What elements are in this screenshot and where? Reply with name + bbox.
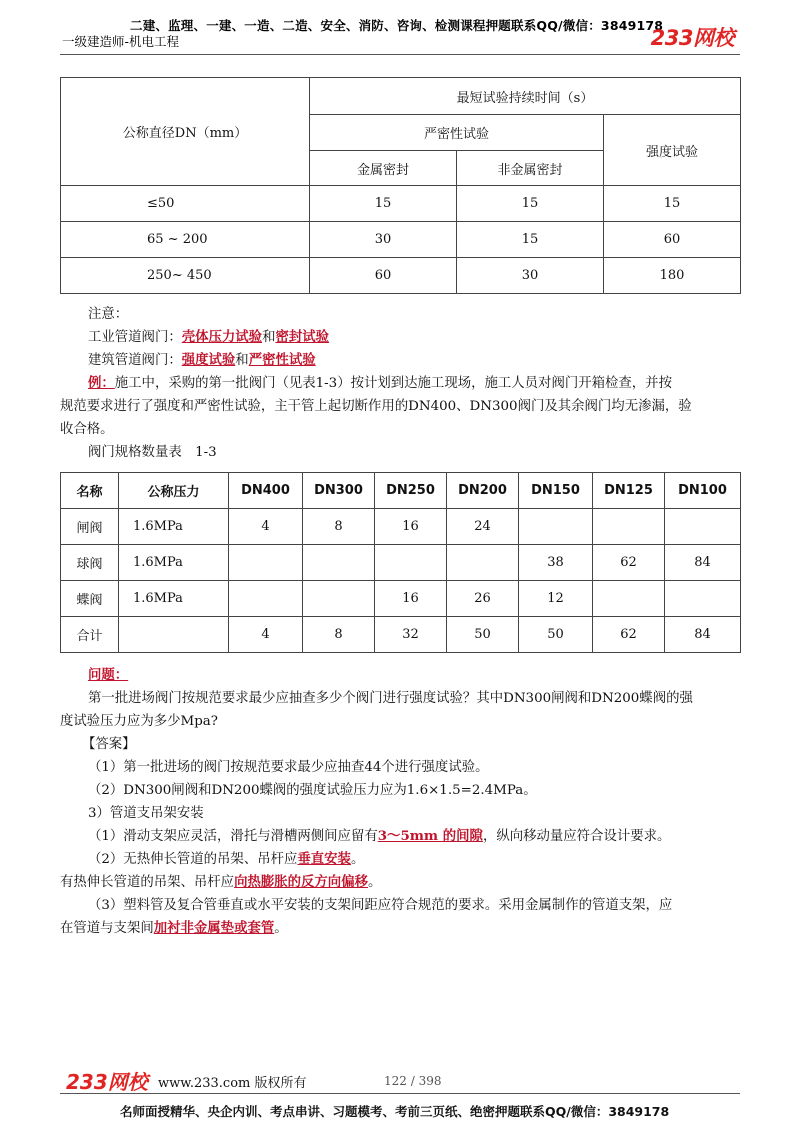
item-3-line-1: （3）塑料管及复合管垂直或水平安装的支架间距应符合规范的要求。采用金属制作的管道支架，应	[88, 898, 673, 913]
example-text: 施工中，采购的第一批阀门（见表1-3）按计划到达施工现场，施工人员对阀门开箱检查，并按	[114, 376, 672, 391]
valve-spec-table	[60, 472, 741, 653]
strength-header: 强度试验	[604, 115, 741, 186]
table-cell: 26	[447, 581, 519, 617]
footer-logo: 233网校	[66, 1070, 148, 1094]
answer-2: （2）DN300闸阀和DN200蝶阀的强度试验压力应为1.6×1.5=2.4MPa。	[88, 783, 537, 798]
table-row	[61, 617, 741, 653]
example-line-1	[60, 372, 744, 395]
table-cell: 4	[229, 509, 303, 545]
answer-label: 【答案】	[82, 737, 136, 752]
table-cell	[229, 581, 303, 617]
note-prefix: 工业管道阀门：	[88, 330, 182, 345]
duration-header: 最短试验持续时间（s）	[310, 78, 741, 115]
table-cell	[519, 509, 593, 545]
table-cell: 250~ 450	[61, 258, 310, 294]
item-text: 在管道与支架间	[60, 921, 154, 936]
answer-1: （1）第一批进场的阀门按规范要求最少应抽查44个进行强度试验。	[88, 760, 489, 775]
table-cell	[447, 545, 519, 581]
table-cell: 球阀	[61, 545, 119, 581]
industrial-note	[60, 326, 744, 349]
table-cell: 12	[519, 581, 593, 617]
example-label: 例：	[88, 375, 115, 391]
question-label-line	[60, 664, 744, 687]
table-cell: 60	[604, 222, 741, 258]
table-cell: 1.6MPa	[119, 581, 229, 617]
column-header: DN250	[375, 473, 447, 509]
note-label: 注意：	[88, 307, 129, 322]
conjunction: 和	[235, 353, 249, 368]
table-cell: 15	[604, 186, 741, 222]
table-cell	[593, 509, 665, 545]
table-cell: 60	[310, 258, 457, 294]
item-text: 。	[367, 875, 382, 890]
table-cell: ≤50	[61, 186, 310, 222]
item-2	[60, 848, 744, 871]
building-note	[60, 349, 744, 372]
table-cell: 180	[604, 258, 741, 294]
table-cell: 15	[457, 186, 604, 222]
section-heading: 3）管道支吊架安装	[88, 806, 204, 821]
table-cell: 62	[593, 617, 665, 653]
item-text: 有热伸长管道的吊架、吊杆应	[60, 875, 235, 890]
table-cell: 84	[665, 617, 741, 653]
column-header: 公称压力	[119, 473, 229, 509]
note-prefix: 建筑管道阀门：	[88, 353, 182, 368]
column-header: DN200	[447, 473, 519, 509]
highlight-tightness-test: 严密性试验	[248, 352, 316, 368]
table-cell: 62	[593, 545, 665, 581]
table-row	[61, 581, 741, 617]
nonmetal-seal-header: 非金属密封	[457, 151, 604, 186]
column-header: DN400	[229, 473, 303, 509]
table-cell	[119, 617, 229, 653]
dn-header: 公称直径DN（mm）	[61, 78, 310, 186]
question-line-2: 度试验压力应为多少Mpa?	[60, 714, 218, 729]
qa-block	[60, 664, 744, 940]
table-cell	[229, 545, 303, 581]
item-1	[60, 825, 744, 848]
table-caption: 阀门规格数量表 1-3	[88, 445, 217, 460]
table-cell: 蝶阀	[61, 581, 119, 617]
item-text: 。	[274, 921, 288, 936]
item-3-line-2	[60, 917, 744, 940]
table-cell: 合计	[61, 617, 119, 653]
column-header: DN150	[519, 473, 593, 509]
table-cell	[665, 581, 741, 617]
item-2b	[60, 871, 744, 894]
column-header: DN300	[303, 473, 375, 509]
table-cell: 30	[310, 222, 457, 258]
column-header: DN125	[593, 473, 665, 509]
table-cell: 24	[447, 509, 519, 545]
table-row	[61, 545, 741, 581]
table-cell: 8	[303, 509, 375, 545]
table-cell: 1.6MPa	[119, 509, 229, 545]
table-row	[61, 258, 741, 294]
highlight-offset: 向热膨胀的反方向偏移	[234, 874, 368, 890]
table-cell: 16	[375, 581, 447, 617]
table-cell: 50	[447, 617, 519, 653]
question-line-1: 第一批进场阀门按规范要求最少应抽查多少个阀门进行强度试验？其中DN300闸阀和DN200蝶阀的强	[88, 691, 693, 706]
table-header-row	[61, 473, 741, 509]
highlight-vertical: 垂直安装	[297, 851, 351, 867]
footer-divider	[60, 1093, 740, 1094]
brand-logo: 233网校	[650, 26, 734, 50]
header-subtitle: 一级建造师-机电工程	[62, 34, 180, 49]
header-divider	[60, 54, 740, 55]
footer-copyright: www.233.com 版权所有	[158, 1076, 307, 1091]
highlight-seal-test: 密封试验	[275, 329, 330, 345]
column-header: 名称	[61, 473, 119, 509]
table-cell	[375, 545, 447, 581]
highlight-gap: 3～5mm 的间隙	[377, 828, 483, 844]
example-line-2: 规范要求进行了强度和严密性试验，主干管上起切断作用的DN400、DN300阀门及其余阀门均无渗漏，验	[60, 399, 692, 414]
item-text: ，纵向移动量应符合设计要求。	[482, 829, 671, 844]
table-cell: 38	[519, 545, 593, 581]
table-cell: 50	[519, 617, 593, 653]
highlight-strength-test: 强度试验	[181, 352, 236, 368]
tightness-header: 严密性试验	[310, 115, 604, 151]
table-row	[61, 222, 741, 258]
table-cell: 65 ~ 200	[61, 222, 310, 258]
highlight-shell-test: 壳体压力试验	[181, 329, 263, 345]
header-contact-line: 二建、监理、一建、一造、二造、安全、消防、咨询、检测课程押题联系QQ/微信：3849178	[130, 18, 664, 33]
conjunction: 和	[262, 330, 276, 345]
item-text: （2）无热伸长管道的吊架、吊杆应	[88, 852, 298, 867]
metal-seal-header: 金属密封	[310, 151, 457, 186]
table-cell: 15	[457, 222, 604, 258]
highlight-liner: 加衬非金属垫或套管	[153, 920, 275, 936]
table-cell: 8	[303, 617, 375, 653]
question-label: 问题：	[88, 667, 129, 683]
column-header: DN100	[665, 473, 741, 509]
page-number: 122 / 398	[384, 1074, 442, 1088]
table-cell: 1.6MPa	[119, 545, 229, 581]
table-row	[61, 509, 741, 545]
item-text: （1）滑动支架应灵活，滑托与滑槽两侧间应留有	[88, 829, 378, 844]
table-cell: 32	[375, 617, 447, 653]
table-cell: 84	[665, 545, 741, 581]
table-cell: 16	[375, 509, 447, 545]
item-text: 。	[350, 852, 365, 867]
table-cell: 4	[229, 617, 303, 653]
table-row	[61, 186, 741, 222]
table-cell	[303, 545, 375, 581]
table-cell	[593, 581, 665, 617]
table-cell	[665, 509, 741, 545]
table-cell: 闸阀	[61, 509, 119, 545]
table-cell: 15	[310, 186, 457, 222]
footer-contact-line: 名师面授精华、央企内训、考点串讲、习题模考、考前三页纸、绝密押题联系QQ/微信：3849178	[120, 1104, 670, 1119]
table-cell	[303, 581, 375, 617]
table-cell: 30	[457, 258, 604, 294]
notes-block	[60, 303, 744, 464]
example-line-3: 收合格。	[60, 422, 114, 437]
test-duration-table	[60, 77, 741, 294]
